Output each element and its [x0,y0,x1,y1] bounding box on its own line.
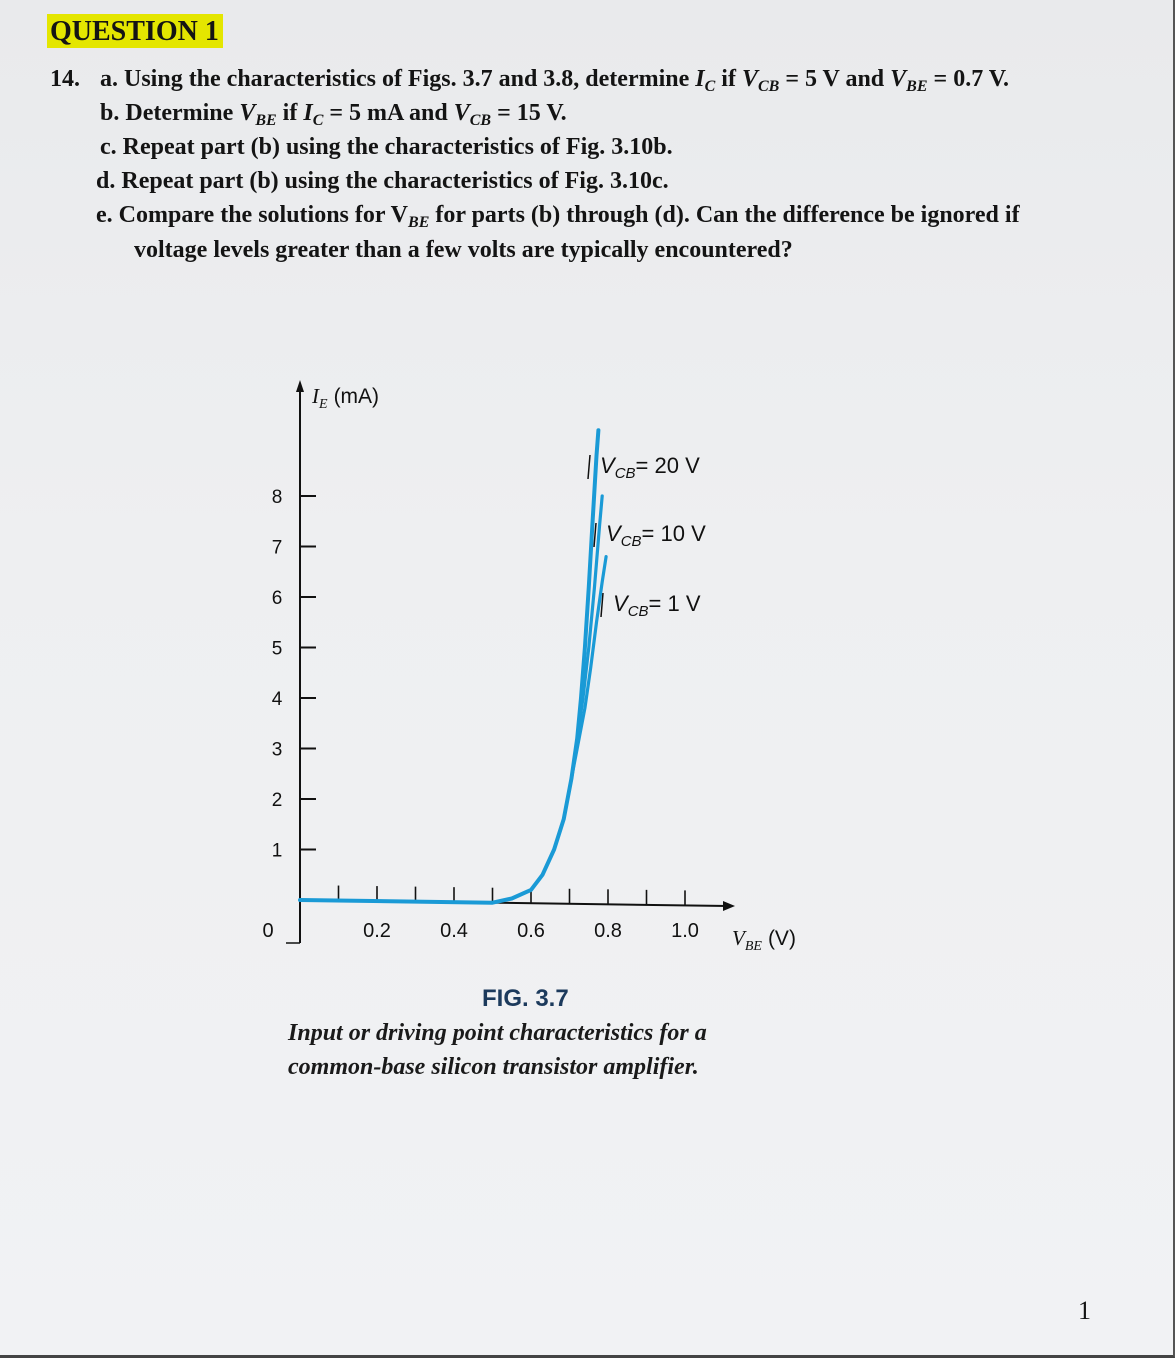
part-label: e. [96,202,113,228]
y-axis-label-unit: (mA) [333,385,380,408]
x-axis-label-main: V [732,926,745,950]
figure-number: FIG. 3.7 [482,985,569,1012]
part-text: Repeat part (b) using the characteristics of Fig. 3.10c. [121,168,669,194]
x-axis-label-sub: BE [744,939,762,954]
part-label: d. [96,168,116,194]
x-tick-label: 0.8 [594,920,622,942]
y-tick-label: 7 [271,537,283,559]
figure-caption-line1: Input or driving point characteristics for a [288,1020,707,1046]
series-label-value: = 10 V [641,521,706,546]
series-line [300,430,598,902]
y-axis-label-sub: E [319,397,328,412]
series-label-main: V [613,591,628,616]
part-text: Repeat part (b) using the characteristics of Fig. 3.10b. [122,134,673,160]
question-title: QUESTION 1 [47,14,223,48]
x-tick-label: 0.4 [440,920,468,942]
x-axis-label-unit: (V) [767,927,796,950]
problem-number: 14. [50,66,80,92]
curves-group [300,430,606,902]
figure-caption-line2: common-base silicon transistor amplifier. [288,1054,699,1080]
x-tick-label: 0.2 [363,920,391,942]
x-axis-arrow [723,901,735,911]
series-label [606,521,706,550]
y-tick-label: 6 [271,588,283,609]
y-tick-label: 8 [271,487,283,508]
series-line [554,496,602,850]
series-label-sub: CB [614,465,636,482]
x-tick-label: 0.6 [517,920,545,942]
ticks-group [262,487,698,942]
series-label-leader [588,455,590,479]
part-label: b. [100,100,120,126]
series-label-main: V [600,453,615,478]
x-tick-label: 0 [262,920,274,942]
part-text: Using the characteristics of Figs. 3.7 and 3.8, determine $I_C$ if $V_{CB} = 5$ V and $V_{BE} = 0.7$ V. [124,66,1009,95]
series-label-value: = 1 V [648,591,701,616]
figure-caption [288,1016,707,1084]
y-tick-label: 4 [271,689,283,710]
y-tick-label: 1 [271,840,283,862]
y-axis-label-main: I [312,384,319,408]
page-number: 1 [1078,1296,1091,1325]
y-tick-label: 3 [271,739,283,761]
y-tick-label: 2 [271,790,283,811]
y-axis-arrow [296,380,304,392]
part-text: Compare the solutions for $V_{BE}$ for parts (b) through (d). Can the difference be ignored if [118,202,1020,231]
series-label-value: = 20 V [635,453,700,478]
series-label-sub: CB [627,603,649,620]
series-label [613,591,701,620]
series-label-main: V [606,521,621,546]
series-label-leader [594,523,596,547]
curve-labels-group [588,453,706,620]
y-tick-label: 5 [271,638,283,660]
part-label: a. [100,66,118,92]
x-tick-label: 1.0 [671,920,699,942]
series-label-sub: CB [620,533,642,550]
y-axis-label [311,384,379,412]
x-axis-label [732,926,796,954]
part-text: voltage levels greater than a few volts are typically encountered? [134,237,793,263]
part-label: c. [100,134,117,160]
series-label [600,453,700,482]
part-text: Determine $V_{BE}$ if $I_C = 5$ mA and $V_{CB} = 15$ V. [125,100,567,129]
